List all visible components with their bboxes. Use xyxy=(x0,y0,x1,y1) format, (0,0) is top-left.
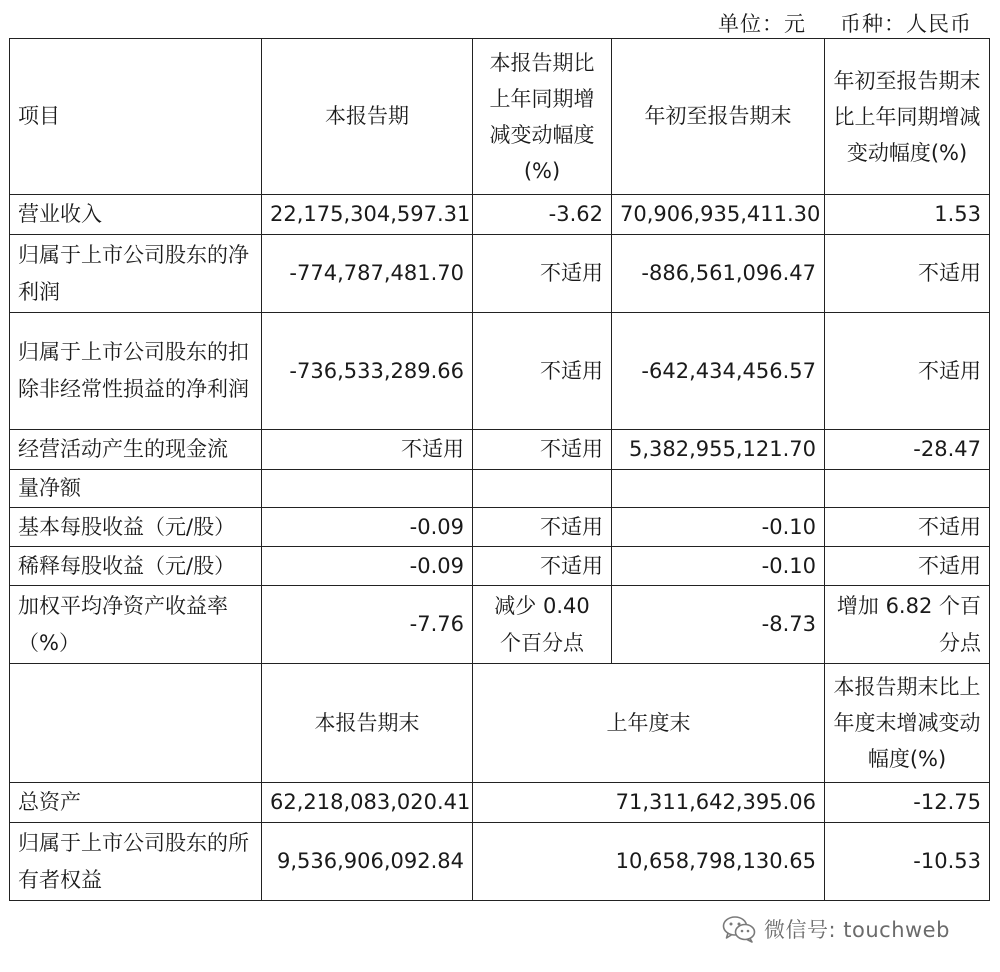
watermark xyxy=(722,914,950,944)
unit-label: 单位：元 xyxy=(718,12,806,36)
row-current-value: -7.76 xyxy=(262,586,473,664)
table-header-row xyxy=(10,39,990,195)
watermark-text: 微信号: touchweb xyxy=(764,918,950,942)
row-current-value: -736,533,289.66 xyxy=(262,313,473,430)
table-row xyxy=(10,783,990,823)
wechat-icon xyxy=(722,915,756,943)
header2-blank xyxy=(10,664,262,783)
row-current-change xyxy=(473,470,612,508)
row-ytd-value: -642,434,456.57 xyxy=(612,313,825,430)
row-ytd-change: 1.53 xyxy=(825,195,990,235)
row-current-change: 不适用 xyxy=(473,430,612,470)
row-current-change: 不适用 xyxy=(473,235,612,313)
header-current-period: 本报告期 xyxy=(262,39,473,195)
row-label: 归属于上市公司股东的扣除非经常性损益的净利润 xyxy=(10,313,262,430)
row-label: 量净额 xyxy=(10,470,262,508)
row-current-change: 不适用 xyxy=(473,508,612,547)
row-current-value: 22,175,304,597.31 xyxy=(262,195,473,235)
header2-change: 本报告期末比上年度末增减变动幅度(%) xyxy=(825,664,990,783)
table-row xyxy=(10,430,990,470)
row-ytd-change: -28.47 xyxy=(825,430,990,470)
row-current-change: 减少 0.40 个百分点 xyxy=(473,586,612,664)
row-current-value: -0.09 xyxy=(262,508,473,547)
row-current-change: 不适用 xyxy=(473,547,612,586)
row-ytd-value: -8.73 xyxy=(612,586,825,664)
table-row xyxy=(10,823,990,901)
table-row xyxy=(10,508,990,547)
currency-label: 币种：人民币 xyxy=(840,12,972,36)
row-change: -12.75 xyxy=(825,783,990,823)
table-row xyxy=(10,235,990,313)
header-ytd-change: 年初至报告期末比上年同期增减变动幅度(%) xyxy=(825,39,990,195)
row-ytd-change: 不适用 xyxy=(825,508,990,547)
row-label: 归属于上市公司股东的所有者权益 xyxy=(10,823,262,901)
row-ytd-change: 不适用 xyxy=(825,235,990,313)
row-prior-year-end-value: 10,658,798,130.65 xyxy=(473,823,825,901)
row-current-value: -774,787,481.70 xyxy=(262,235,473,313)
row-ytd-value xyxy=(612,470,825,508)
row-change: -10.53 xyxy=(825,823,990,901)
row-ytd-value: -886,561,096.47 xyxy=(612,235,825,313)
header-ytd: 年初至报告期末 xyxy=(612,39,825,195)
row-prior-year-end-value: 71,311,642,395.06 xyxy=(473,783,825,823)
row-current-change: 不适用 xyxy=(473,313,612,430)
row-label: 总资产 xyxy=(10,783,262,823)
header-current-change: 本报告期比上年同期增减变动幅度(%) xyxy=(473,39,612,195)
row-ytd-change xyxy=(825,470,990,508)
row-period-end-value: 62,218,083,020.41 xyxy=(262,783,473,823)
table-row xyxy=(10,586,990,664)
row-current-value: 不适用 xyxy=(262,430,473,470)
row-label: 营业收入 xyxy=(10,195,262,235)
header2-period-end: 本报告期末 xyxy=(262,664,473,783)
row-current-value: -0.09 xyxy=(262,547,473,586)
header-item: 项目 xyxy=(10,39,262,195)
row-ytd-value: 70,906,935,411.30 xyxy=(612,195,825,235)
table-row xyxy=(10,470,990,508)
row-label: 归属于上市公司股东的净利润 xyxy=(10,235,262,313)
row-current-change: -3.62 xyxy=(473,195,612,235)
row-ytd-value: -0.10 xyxy=(612,508,825,547)
row-ytd-change: 不适用 xyxy=(825,547,990,586)
row-label: 经营活动产生的现金流 xyxy=(10,430,262,470)
row-ytd-value: 5,382,955,121.70 xyxy=(612,430,825,470)
unit-line xyxy=(718,8,972,38)
table-row xyxy=(10,313,990,430)
table-header-row-2 xyxy=(10,664,990,783)
table-row xyxy=(10,547,990,586)
row-current-value xyxy=(262,470,473,508)
financial-data-table xyxy=(9,38,990,901)
row-period-end-value: 9,536,906,092.84 xyxy=(262,823,473,901)
row-ytd-value: -0.10 xyxy=(612,547,825,586)
row-ytd-change: 增加 6.82 个百分点 xyxy=(825,586,990,664)
row-label: 稀释每股收益（元/股） xyxy=(10,547,262,586)
table-row xyxy=(10,195,990,235)
row-ytd-change: 不适用 xyxy=(825,313,990,430)
row-label: 基本每股收益（元/股） xyxy=(10,508,262,547)
header2-prior-year-end: 上年度末 xyxy=(473,664,825,783)
row-label: 加权平均净资产收益率（%） xyxy=(10,586,262,664)
